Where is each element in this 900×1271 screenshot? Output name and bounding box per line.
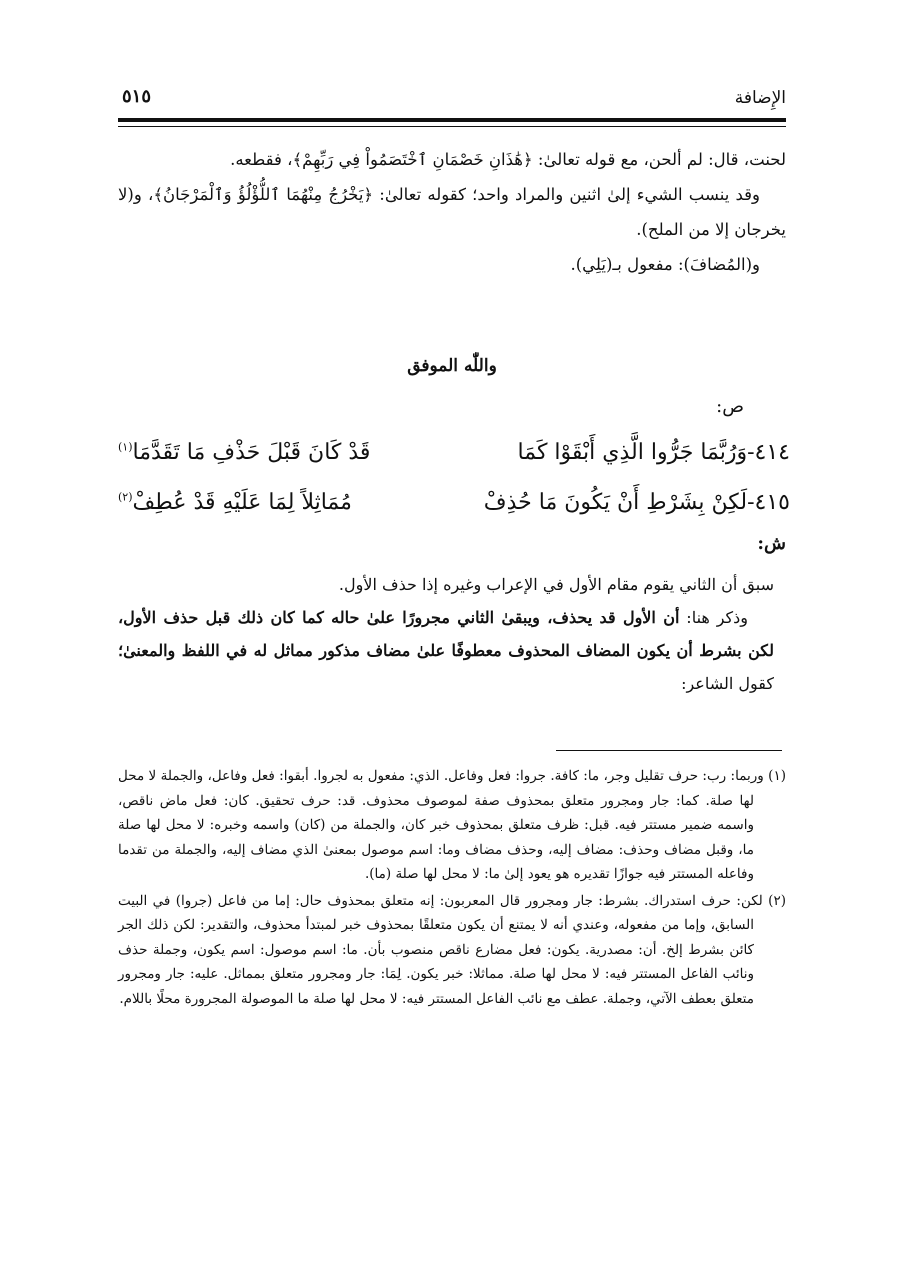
verse-second-hemistich: [118, 490, 352, 515]
commentary-tail: كقول الشاعر:: [681, 674, 774, 693]
commentary-paragraph: [118, 601, 774, 700]
footnote-ref: (١): [118, 440, 133, 454]
footnote-text: وربما: رب: حرف تقليل وجر، ما: كافة. جروا: فعل وفاعل. الذي: مفعول به لجروا. أبقوا: فعل وفاعل، والجملة لا محل لها صلة. كما: جار ومجرور متعلق بمحذوف صفة لموصوف محذوف. قد: حرف تحقيق. كان: فعل ماض ناقص، واسمه ضمير مستتر فيه. قبل: ظرف متعلق بمحذوف خبر كان، والجملة من (كان) واسمه وخبره: لا محل لها صلة ما، وقبل مضاف وحذف: مضاف إليه، وحذف مضاف وما: اسم موصول بمعنىٰ الذي مضاف إليه، والجملة من تقدما وفاعله المستتر فيه جوازًا تقديره هو يعود إلىٰ ما: لا محل لها صلة (ما).: [118, 768, 764, 882]
body-paragraph: وقد ينسب الشيء إلىٰ اثنين والمراد واحد؛ كقوله تعالىٰ: ﴿يَخْرُجُ مِنْهُمَا ٱللُّؤْلُؤُ وَٱلْمَرْجَانُ﴾، و(لا يخرجان إلا من الملح).: [118, 185, 786, 239]
verse-second-hemistich-text: مُمَاثِلاً لِمَا عَلَيْهِ قَدْ عُطِفْ: [132, 490, 352, 515]
verse-first-hemistich: ٤١٤-وَرُبَّمَا جَرُّوا الَّذِي أَبْقَوْا كَمَا: [517, 440, 790, 465]
body-paragraph: لحنت، قال: لم ألحن، مع قوله تعالىٰ: ﴿هَٰذَانِ خَصْمَانِ ٱخْتَصَمُواْ فِي رَبِّهِمْ﴾، فقطعه.: [230, 150, 786, 169]
footnote-ref: (٢): [118, 490, 133, 504]
footnote: [118, 889, 786, 1012]
commentary-lead: وذكر هنا:: [679, 608, 748, 627]
page-number: ٥١٥: [122, 86, 152, 107]
body-text: [118, 142, 786, 282]
verse-second-hemistich-text: قَدْ كَانَ قَبْلَ حَذْفِ مَا تَقَدَّمَا: [132, 440, 371, 465]
footnote-marker: (٢): [768, 892, 786, 909]
header-rule-thick: [118, 118, 786, 122]
footnote-text: لكن: حرف استدراك. بشرط: جار ومجرور قال المعربون: إنه متعلق بمحذوف حال: إما من فاعل (جروا) في البيت السابق، وإما من مفعوله، وعندي أنه لا يمتنع أن يكون متعلقًا بمحذوف خبر لمبتدأ محذوف، والتقدير: لكن ذلك الجر كائن بشرط إلخ. أن: مصدرية. يكون: فعل مضارع ناقص منصوب بأن. ما: اسم موصول: اسم يكون، وجملة حذف ونائب الفاعل المستتر فيه: لا محل لها صلة. مماثلا: خبر يكون. لِمَا: جار ومجرور متعلق بمماثل. عليه: جار ومجرور متعلق بعطف الآتي، وجملة. عطف مع نائب الفاعل المستتر فيه: لا محل لها صلة ما الموصولة المجرورة محلًا باللام.: [118, 892, 763, 1007]
label-sad: ص:: [716, 396, 744, 417]
footnote-marker: (١): [768, 768, 786, 784]
footnotes: [118, 764, 786, 1013]
label-sharh: ش:: [757, 533, 786, 554]
page-header: [118, 82, 786, 118]
body-paragraph: و(المُضافَ): مفعول بـ(يَلِي).: [570, 255, 760, 274]
footnote-separator: [556, 750, 782, 751]
verse-first-hemistich: ٤١٥-لَكِنْ بِشَرْطِ أَنْ يَكُونَ مَا حُذِفْ: [483, 490, 790, 515]
commentary-text: [118, 568, 774, 700]
header-rule-thin: [118, 126, 786, 127]
running-title: الإِضافة: [734, 88, 786, 108]
commentary-paragraph: سبق أن الثاني يقوم مقام الأول في الإعراب وغيره إذا حذف الأول.: [338, 575, 774, 594]
footnote: [118, 764, 786, 887]
section-heading: واللّٰه الموفق: [407, 356, 497, 376]
verse-second-hemistich: [118, 440, 370, 465]
commentary-bold: أن الأول قد يحذف، ويبقىٰ الثاني مجرورًا علىٰ حاله كما كان ذلك قبل حذف الأول، لكن بشرط أن يكون المضاف المحذوف معطوفًا علىٰ مضاف مذكور مماثل له في اللفظ والمعنىٰ؛: [118, 608, 774, 660]
